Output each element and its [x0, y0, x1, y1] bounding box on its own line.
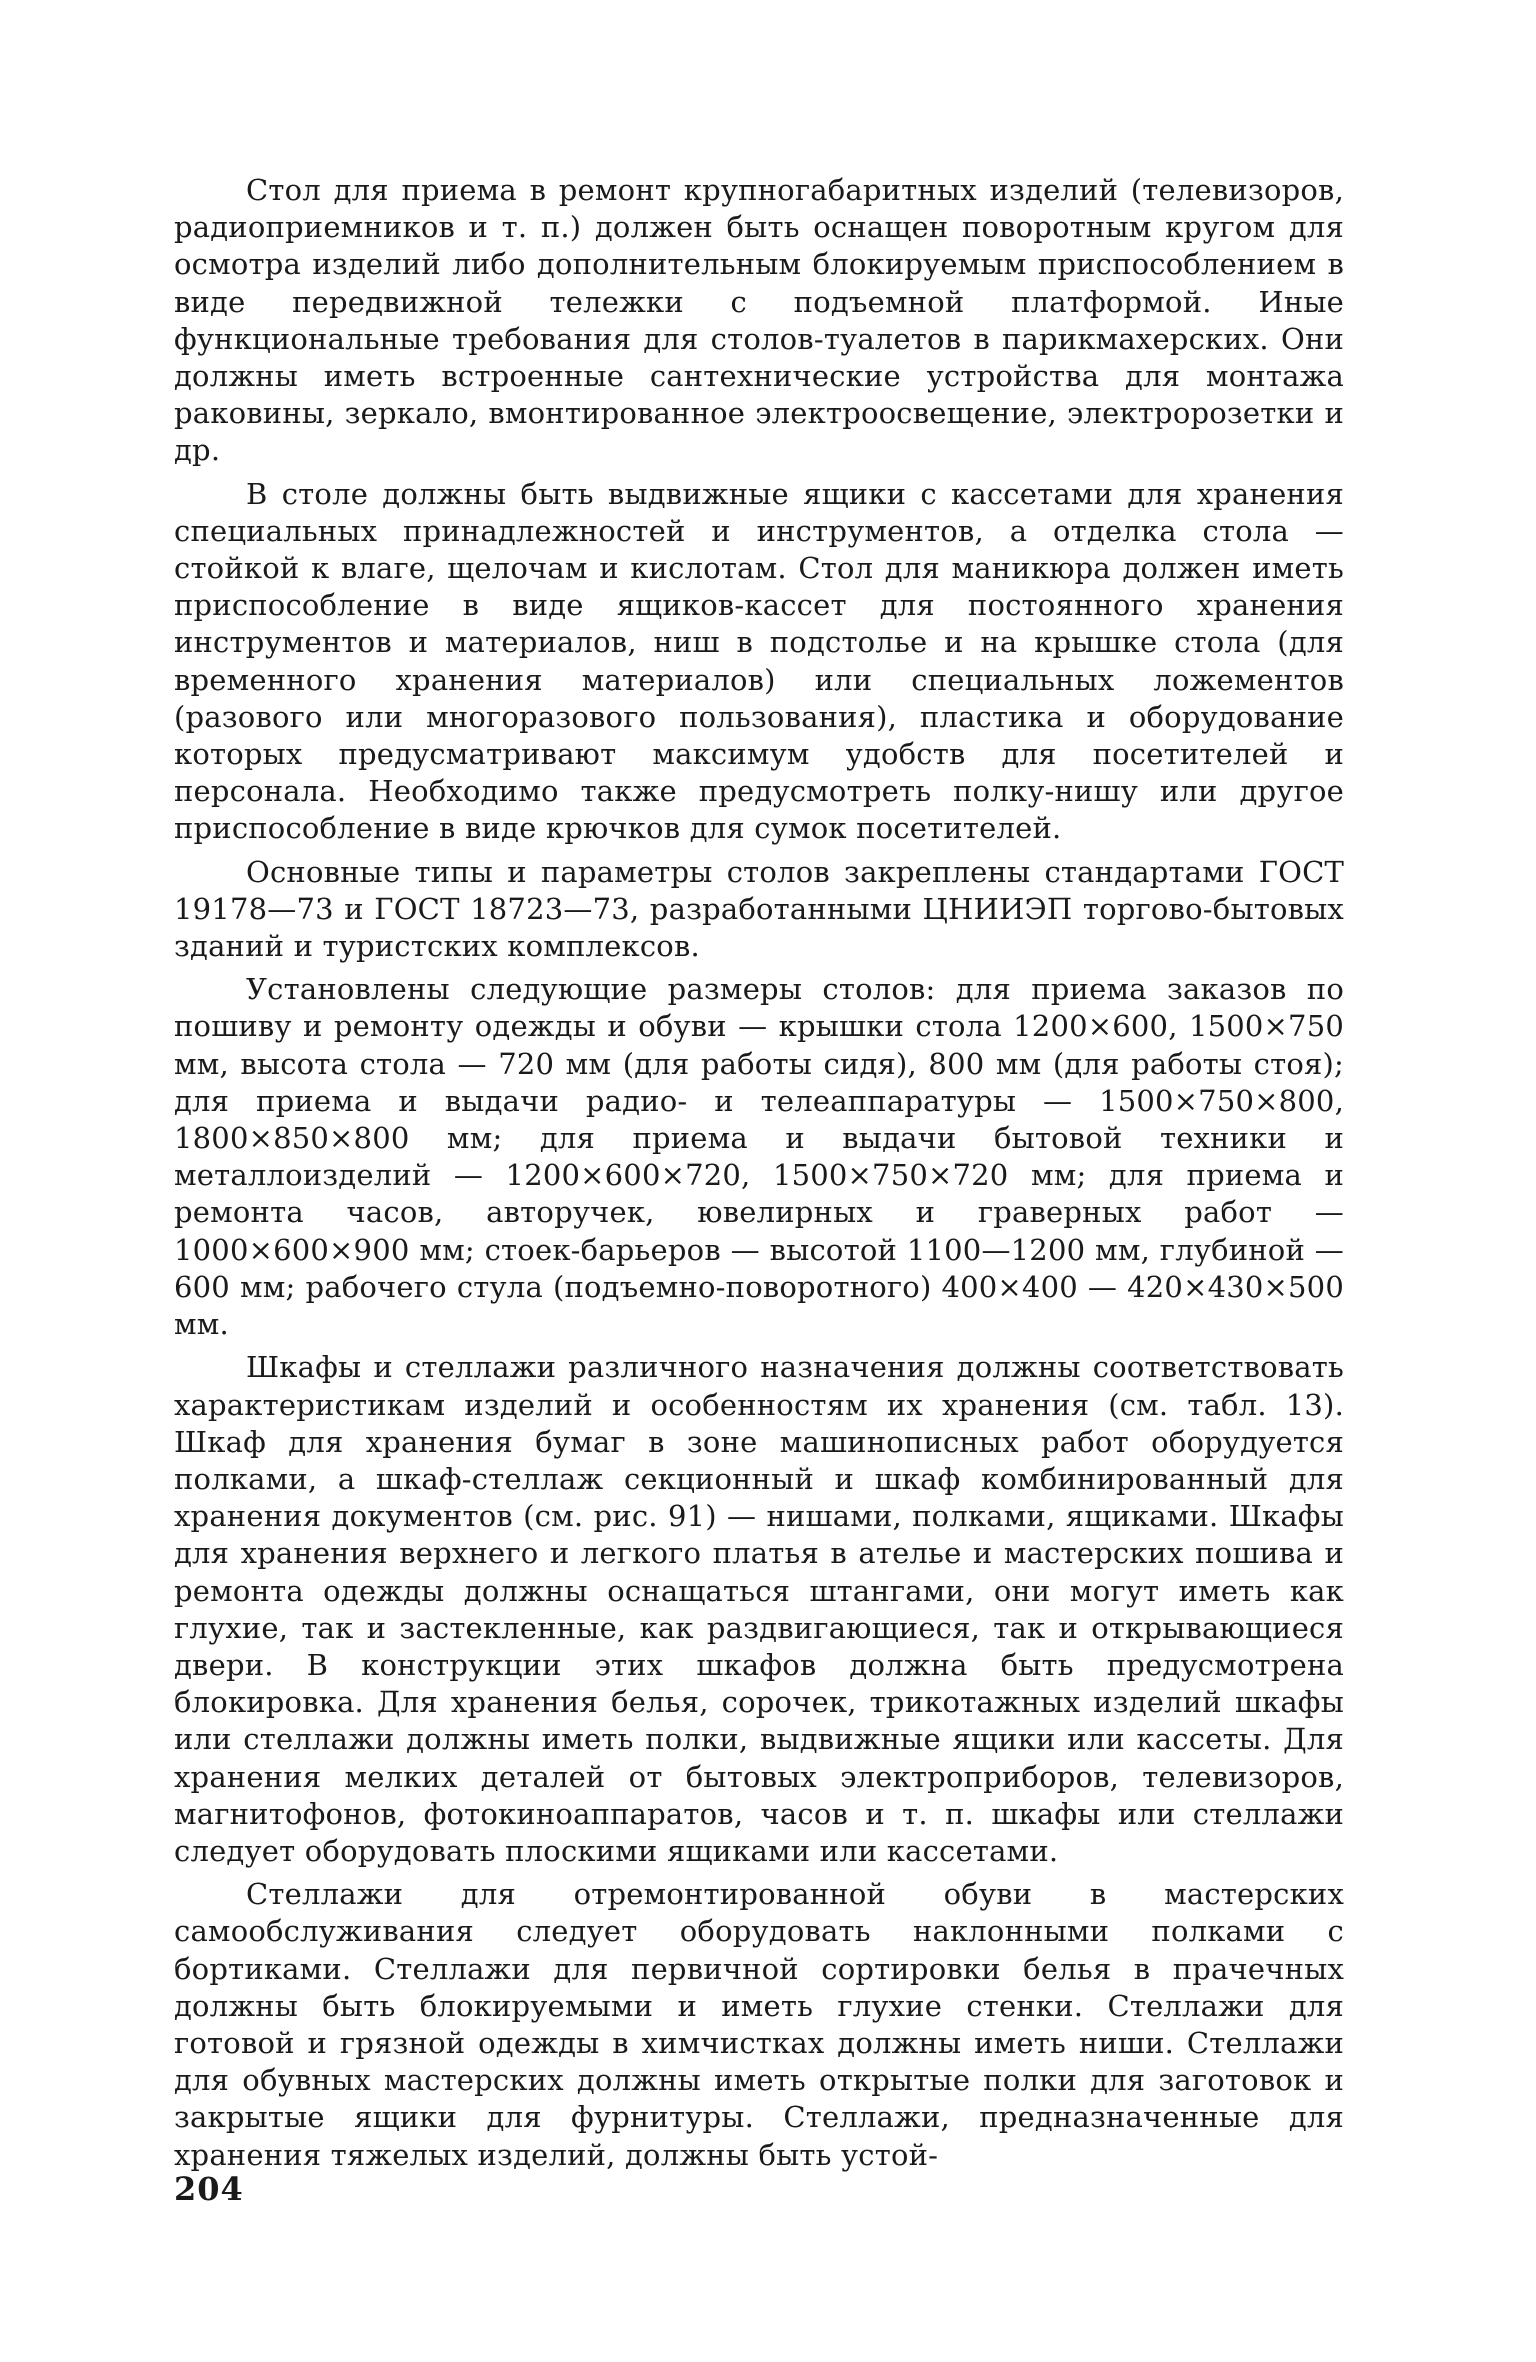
body-text	[174, 172, 1344, 2180]
paragraph-3: Основные типы и параметры столов закреплены стандартами ГОСТ 19178—73 и ГОСТ 18723—73, разработанными ЦНИИЭП торгово-бытовых зданий и туристских комплексов.	[174, 854, 1344, 964]
paragraph-6: Стеллажи для отремонтированной обуви в мастерских самообслуживания следует оборудовать наклонными полками с бортиками. Стеллажи для первичной сортировки белья в прачечных должны быть блокируемыми и иметь глухие стенки. Стеллажи для готовой и грязной одежды в химчистках должны иметь ниши. Стеллажи для обувных мастерских должны иметь открытые полки для заготовок и закрытые ящики для фурнитуры. Стеллажи, предназначенные для хранения тяжелых изделий, должны быть устой-	[174, 1877, 1344, 2172]
page-number: 204	[174, 2170, 244, 2208]
paragraph-4: Установлены следующие размеры столов: для приема заказов по пошиву и ремонту одежды и обуви — крышки стола 1200×600, 1500×750 мм, высота стола — 720 мм (для работы сидя), 800 мм (для работы стоя); для приема и выдачи радио- и телеаппаратуры — 1500×750×800, 1800×850×800 мм; для приема и выдачи бытовой техники и металлоизделий — 1200×600×720, 1500×750×720 мм; для приема и ремонта часов, авторучек, ювелирных и граверных работ — 1000×600×900 мм; стоек-барьеров — высотой 1100—1200 мм, глубиной — 600 мм; рабочего стула (подъемно-поворотного) 400×400 — 420×430×500 мм.	[174, 972, 1344, 1342]
paragraph-2: В столе должны быть выдвижные ящики с кассетами для хранения специальных принадлежностей и инструментов, а отделка стола — стойкой к влаге, щелочам и кислотам. Стол для маникюра должен иметь приспособление в виде ящиков-кассет для постоянного хранения инструментов и материалов, ниш в подстолье и на крышке стола (для временного хранения материалов) или специальных ложементов (разового или многоразового пользования), пластика и оборудование которых предусматривают максимум удобств для посетителей и персонала. Необходимо также предусмотреть полку-нишу или другое приспособление в виде крючков для сумок посетителей.	[174, 476, 1344, 846]
paragraph-1: Стол для приема в ремонт крупногабаритных изделий (телевизоров, радиоприемников и т. п.) должен быть оснащен поворотным кругом для осмотра изделий либо дополнительным блокируемым приспособлением в виде передвижной тележки с подъемной платформой. Иные функциональные требования для столов-туалетов в парикмахерских. Они должны иметь встроенные сантехнические устройства для монтажа раковины, зеркало, вмонтированное электроосвещение, электророзетки и др.	[174, 173, 1344, 468]
paragraph-5: Шкафы и стеллажи различного назначения должны соответствовать характеристикам изделий и особенностям их хранения (см. табл. 13). Шкаф для хранения бумаг в зоне машинописных работ оборудуется полками, а шкаф-стеллаж секционный и шкаф комбинированный для хранения документов (см. рис. 91) — нишами, полками, ящиками. Шкафы для хранения верхнего и легкого платья в ателье и мастерских пошива и ремонта одежды должны оснащаться штангами, они могут иметь как глухие, так и застекленные, как раздвигающиеся, так и открывающиеся двери. В конструкции этих шкафов должна быть предусмотрена блокировка. Для хранения белья, сорочек, трикотажных изделий шкафы или стеллажи должны иметь полки, выдвижные ящики или кассеты. Для хранения мелких деталей от бытовых электроприборов, телевизоров, магнитофонов, фотокиноаппаратов, часов и т. п. шкафы или стеллажи следует оборудовать плоскими ящиками или кассетами.	[174, 1350, 1344, 1868]
